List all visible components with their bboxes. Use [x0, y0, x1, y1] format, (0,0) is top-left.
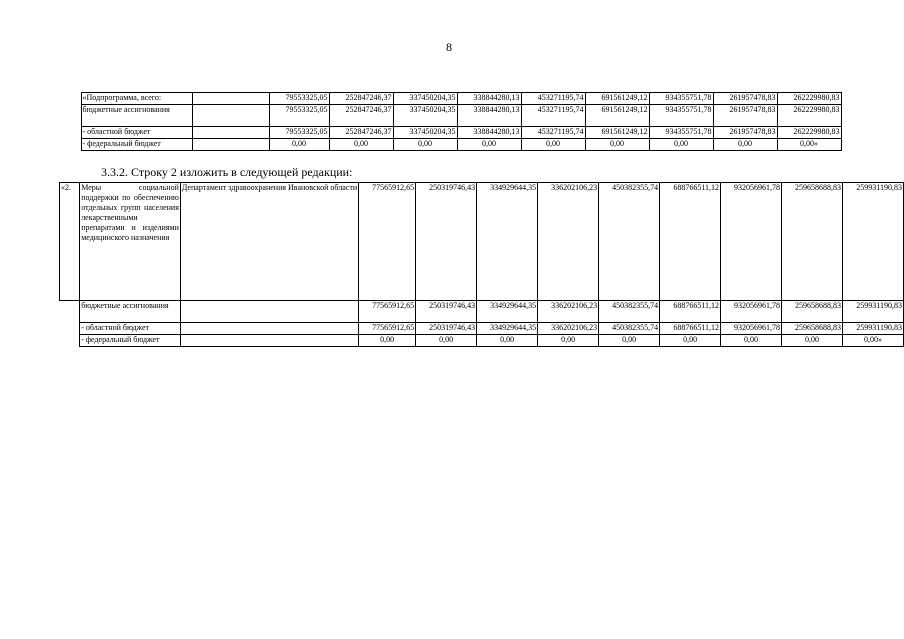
value-cell: 0,00: [416, 335, 477, 347]
row-label: - областной бюджет: [81, 127, 192, 139]
table-row: [59, 93, 841, 105]
value-cell: 79553325,05: [269, 93, 329, 105]
value-cell: 932056961,78: [721, 301, 782, 323]
row-label: бюджетные ассигнования: [80, 301, 181, 323]
value-cell: 0,00: [585, 139, 649, 151]
subprogram-table: [59, 92, 842, 151]
empty-cell: [180, 301, 358, 323]
empty-cell: [192, 139, 269, 151]
value-cell: 259931190,83: [843, 301, 904, 323]
value-cell: 259931190,83: [843, 323, 904, 335]
value-cell: 453271195,74: [521, 105, 585, 127]
value-cell: 0,00: [269, 139, 329, 151]
empty-cell: [192, 105, 269, 127]
value-cell: 688766511,12: [660, 183, 721, 301]
value-cell: 334929644,35: [477, 301, 538, 323]
value-cell: 934355751,78: [649, 127, 713, 139]
value-cell: 338844280,13: [457, 93, 521, 105]
row-label: «Подпрограмма, всего:: [81, 93, 192, 105]
value-cell: 691561249,12: [585, 93, 649, 105]
value-cell: 262229980,83: [777, 127, 841, 139]
value-cell: 261957478,83: [713, 105, 777, 127]
row-number: «2.: [60, 183, 80, 301]
value-cell: 932056961,78: [721, 323, 782, 335]
value-cell: 0,00: [359, 335, 416, 347]
value-cell: 453271195,74: [521, 127, 585, 139]
row-label: - федеральный бюджет: [81, 139, 192, 151]
empty-cell: [59, 105, 81, 127]
value-cell: 688766511,12: [660, 301, 721, 323]
measures-table: [59, 182, 904, 347]
table-row: [59, 127, 841, 139]
value-cell: 691561249,12: [585, 127, 649, 139]
value-cell: 261957478,83: [713, 93, 777, 105]
empty-cell: [192, 127, 269, 139]
table-row: [60, 323, 904, 335]
empty-cell: [59, 93, 81, 105]
table-row: [59, 139, 841, 151]
value-cell: 337450204,35: [393, 93, 457, 105]
value-cell: 337450204,35: [393, 127, 457, 139]
value-cell: 453271195,74: [521, 93, 585, 105]
value-cell: 259658688,83: [782, 323, 843, 335]
value-cell: 0,00: [721, 335, 782, 347]
value-cell: 77565912,65: [359, 301, 416, 323]
value-cell: 0,00: [457, 139, 521, 151]
value-cell: 0,00: [782, 335, 843, 347]
value-cell: 262229980,83: [777, 93, 841, 105]
value-cell: 334929644,35: [477, 323, 538, 335]
empty-cell: [60, 335, 80, 347]
empty-cell: [192, 93, 269, 105]
value-cell: 336202106,23: [538, 301, 599, 323]
value-cell: 691561249,12: [585, 105, 649, 127]
empty-cell: [60, 301, 80, 323]
value-cell: 0,00: [477, 335, 538, 347]
value-cell: 688766511,12: [660, 323, 721, 335]
value-cell: 0,00: [393, 139, 457, 151]
value-cell: 0,00: [521, 139, 585, 151]
value-cell: 259658688,83: [782, 183, 843, 301]
department-name: Департамент здравоохранения Ивановской области: [180, 183, 358, 301]
row-label: - федеральный бюджет: [80, 335, 181, 347]
value-cell: 450382355,74: [599, 301, 660, 323]
value-cell: 334929644,35: [477, 183, 538, 301]
value-cell: 336202106,23: [538, 183, 599, 301]
table-row: [60, 183, 904, 301]
value-cell: 77565912,65: [359, 183, 416, 301]
empty-cell: [59, 139, 81, 151]
value-cell: 934355751,78: [649, 105, 713, 127]
row-label: бюджетные ассигнования: [81, 105, 192, 127]
value-cell: 250319746,43: [416, 323, 477, 335]
table-row: [60, 335, 904, 347]
value-cell: 250319746,43: [416, 301, 477, 323]
empty-cell: [180, 335, 358, 347]
value-cell: 0,00: [649, 139, 713, 151]
value-cell: 0,00: [329, 139, 393, 151]
value-cell: 259658688,83: [782, 301, 843, 323]
value-cell: 0,00»: [777, 139, 841, 151]
value-cell: 250319746,43: [416, 183, 477, 301]
empty-cell: [59, 127, 81, 139]
value-cell: 79553325,05: [269, 127, 329, 139]
empty-cell: [60, 323, 80, 335]
value-cell: 0,00: [713, 139, 777, 151]
value-cell: 261957478,83: [713, 127, 777, 139]
value-cell: 0,00»: [843, 335, 904, 347]
value-cell: 77565912,65: [359, 323, 416, 335]
row-label: - областной бюджет: [80, 323, 181, 335]
value-cell: 338844280,13: [457, 105, 521, 127]
measure-name: Меры социальной поддержки по обеспечению отдельных групп населения лекарственными препаратами и изделиями медицинского назначения: [80, 183, 181, 301]
table-row: [60, 301, 904, 323]
value-cell: 252847246,37: [329, 105, 393, 127]
value-cell: 337450204,35: [393, 105, 457, 127]
section-caption: 3.3.2. Строку 2 изложить в следующей редакции:: [101, 165, 353, 179]
value-cell: 932056961,78: [721, 183, 782, 301]
value-cell: 0,00: [538, 335, 599, 347]
value-cell: 338844280,13: [457, 127, 521, 139]
value-cell: 79553325,05: [269, 105, 329, 127]
value-cell: 934355751,78: [649, 93, 713, 105]
table-row: [59, 105, 841, 127]
page-number: 8: [446, 40, 452, 54]
value-cell: 450382355,74: [599, 323, 660, 335]
value-cell: 450382355,74: [599, 183, 660, 301]
value-cell: 252847246,37: [329, 127, 393, 139]
value-cell: 252847246,37: [329, 93, 393, 105]
value-cell: 262229980,83: [777, 105, 841, 127]
empty-cell: [180, 323, 358, 335]
value-cell: 0,00: [599, 335, 660, 347]
value-cell: 259931190,83: [843, 183, 904, 301]
value-cell: 336202106,23: [538, 323, 599, 335]
value-cell: 0,00: [660, 335, 721, 347]
